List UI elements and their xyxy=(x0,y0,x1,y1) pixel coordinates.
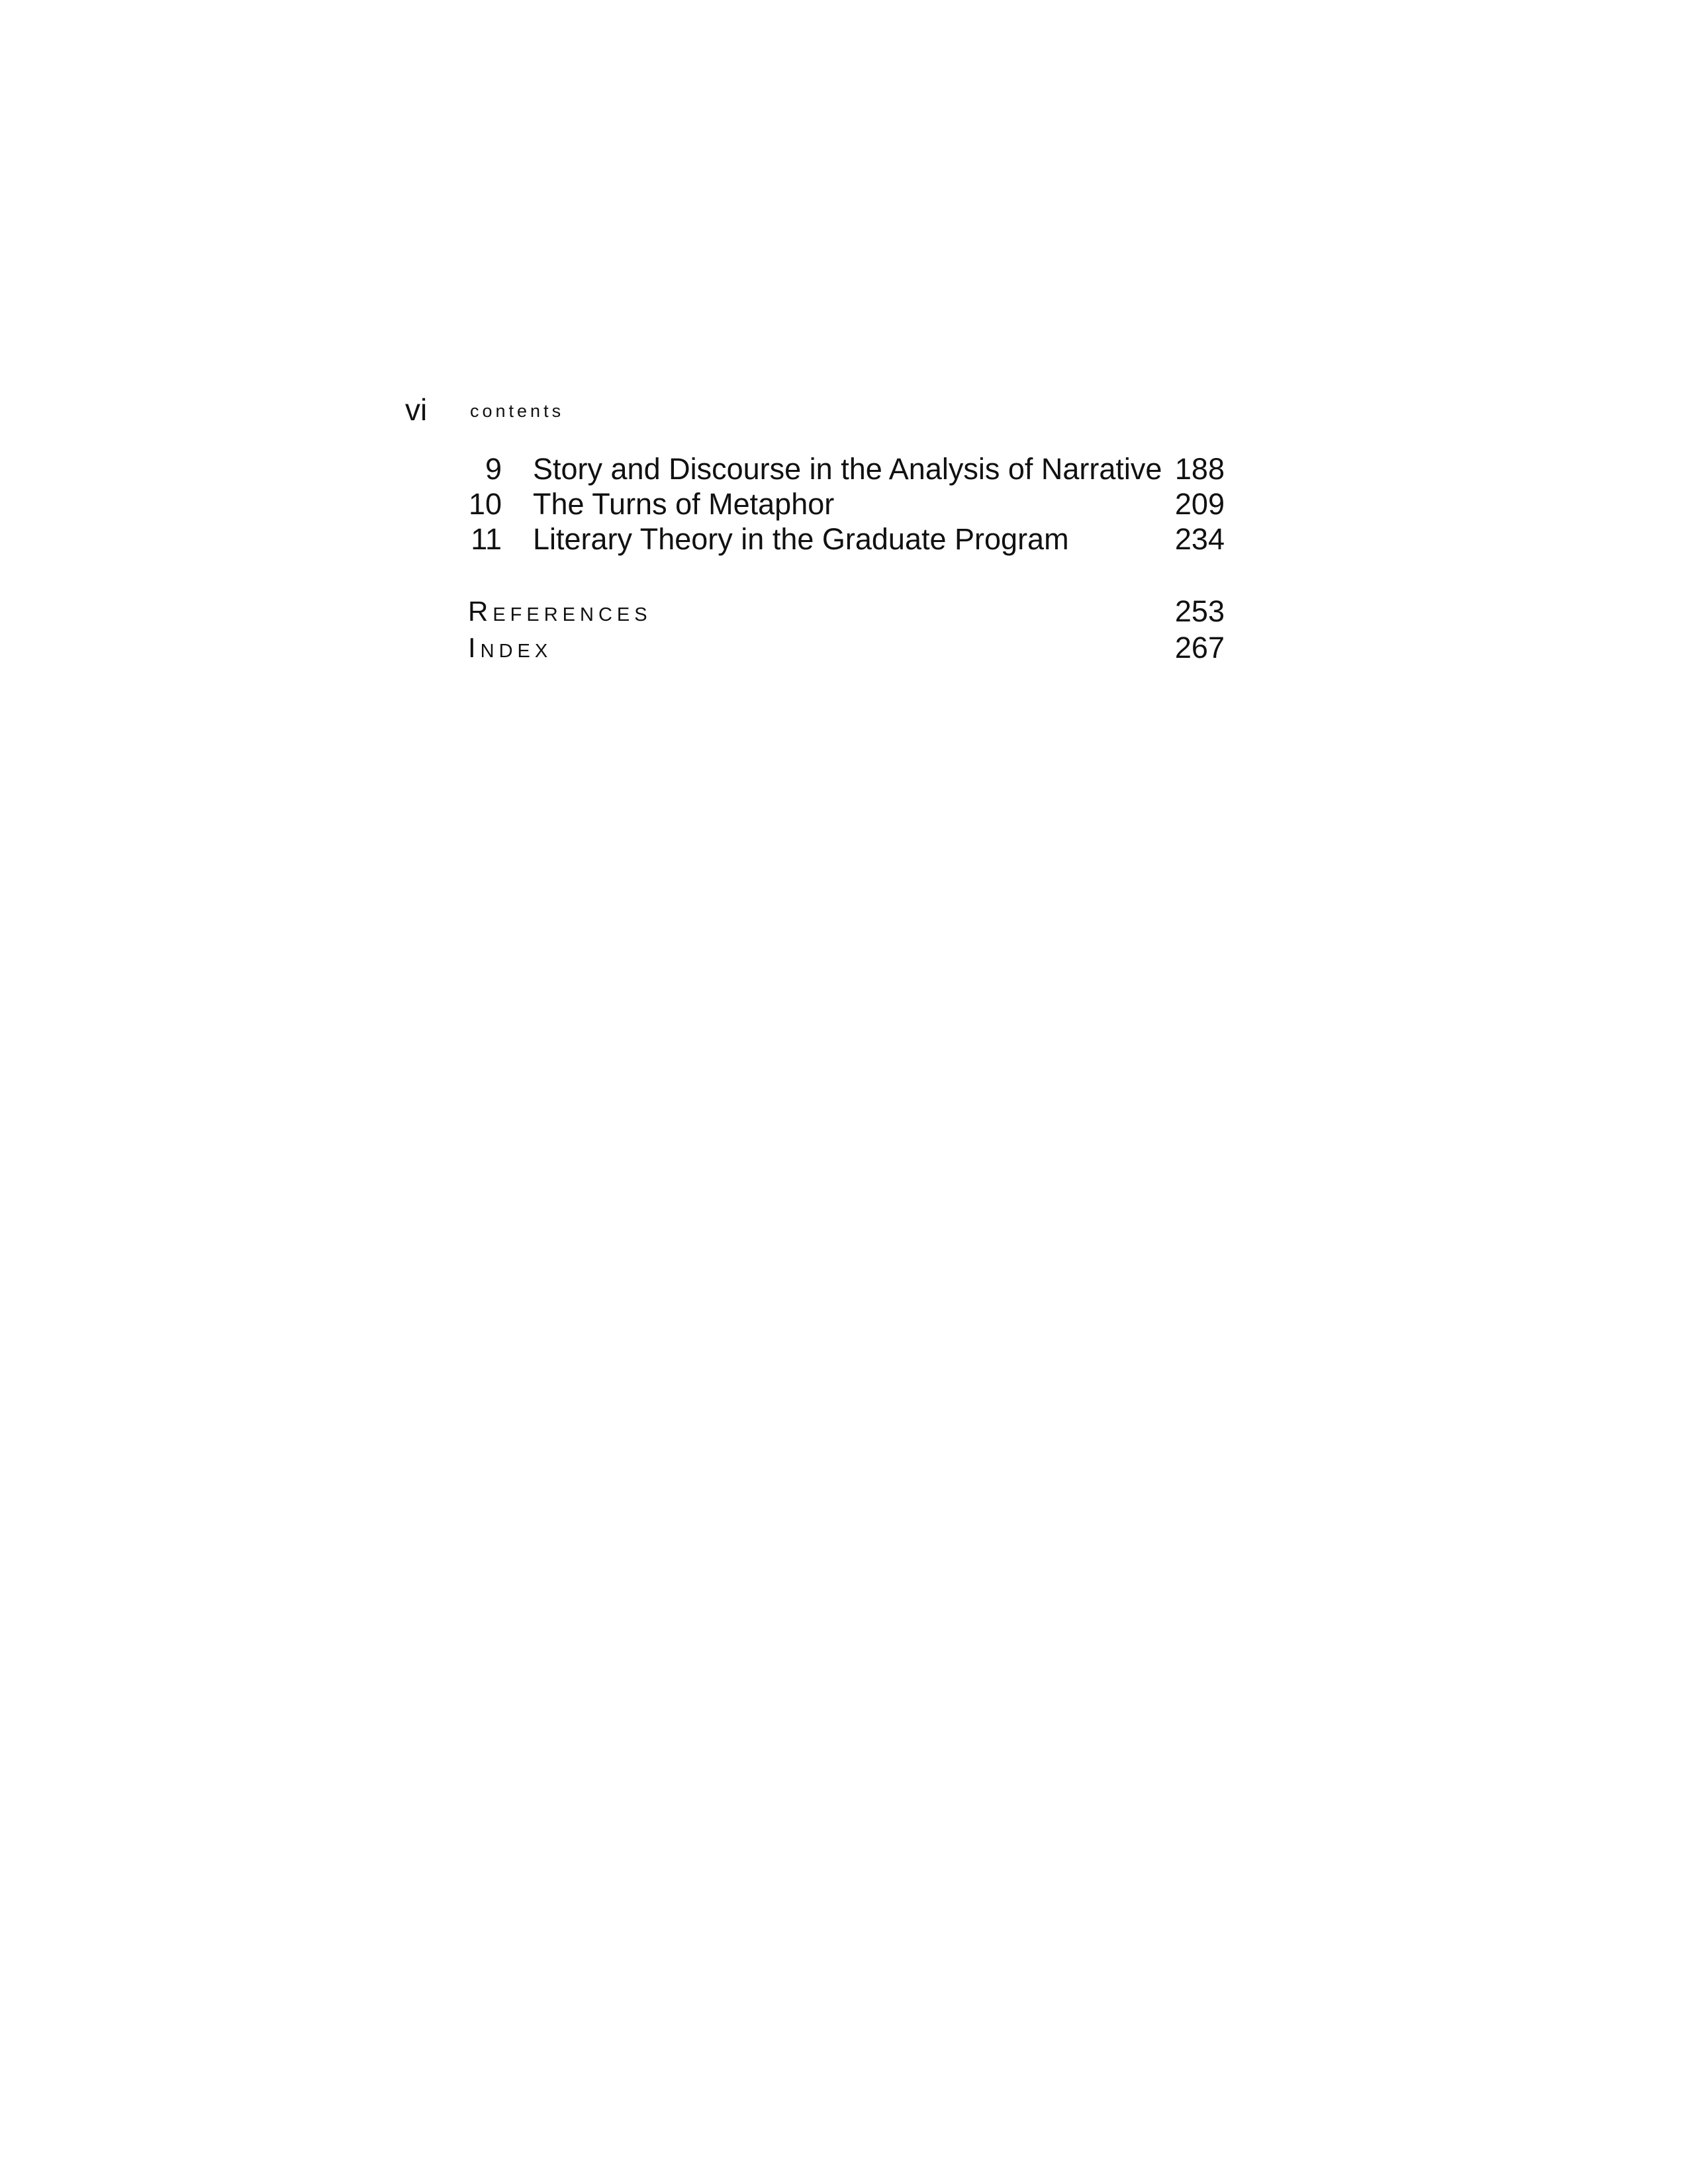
chapter-page-number: 188 xyxy=(1174,452,1225,486)
back-matter-title: References xyxy=(468,596,652,627)
chapter-number: 11 xyxy=(471,522,502,556)
chapter-title: The Turns of Metaphor xyxy=(533,487,835,521)
toc-entry-chapter-11[interactable] xyxy=(463,520,1225,559)
back-matter-page-number: 267 xyxy=(1174,631,1225,664)
toc-entry-chapter-10[interactable] xyxy=(463,485,1225,523)
chapter-title: Literary Theory in the Graduate Program xyxy=(533,522,1069,556)
back-matter-page-number: 253 xyxy=(1174,594,1225,628)
chapter-title: Story and Discourse in the Analysis of Narrative xyxy=(533,452,1162,486)
chapter-page-number: 234 xyxy=(1174,522,1225,556)
toc-entry-chapter-9[interactable] xyxy=(463,450,1225,488)
chapter-number: 9 xyxy=(485,452,502,486)
chapter-number: 10 xyxy=(468,487,502,521)
toc-entry-index[interactable] xyxy=(463,629,1225,667)
chapter-page-number: 209 xyxy=(1174,487,1225,521)
running-head xyxy=(405,393,1266,426)
back-matter-title: Index xyxy=(468,632,553,663)
toc-entry-references[interactable] xyxy=(463,592,1225,631)
page-folio: vi xyxy=(405,392,428,427)
running-head-title: contents xyxy=(470,401,565,421)
